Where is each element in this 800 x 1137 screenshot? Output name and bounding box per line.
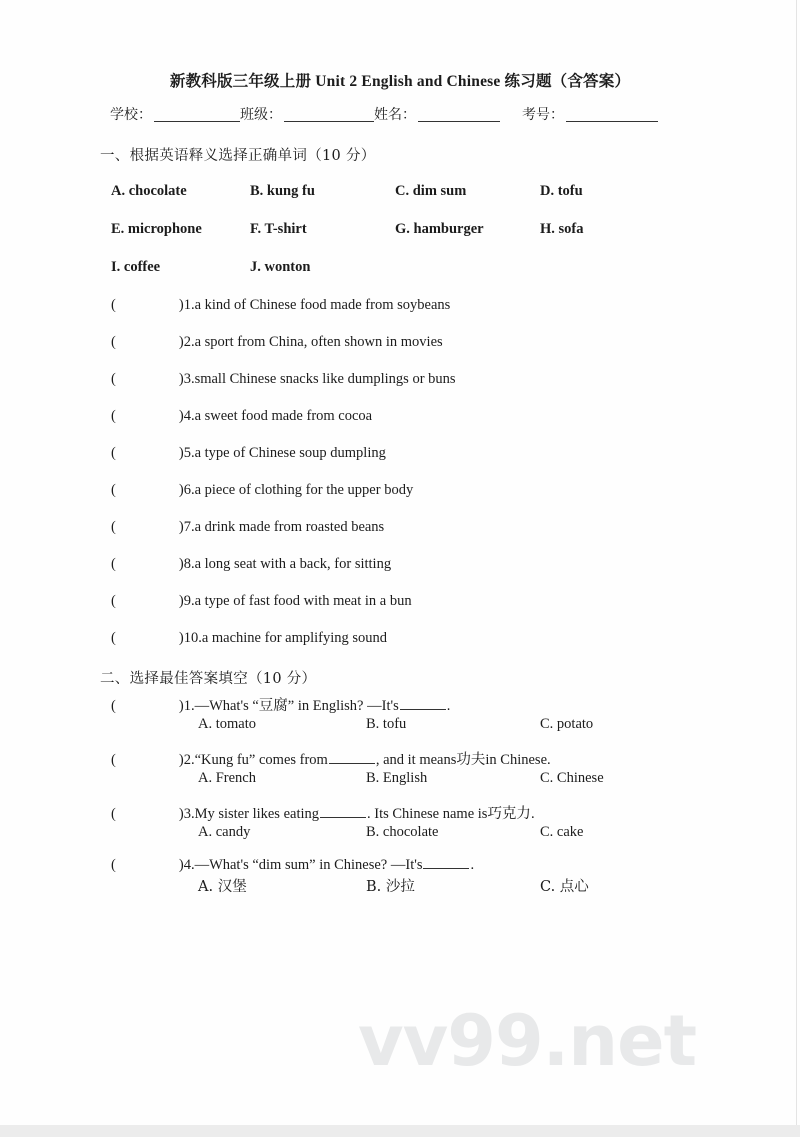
answer-paren-close: ) bbox=[178, 592, 184, 609]
answer-paren-close: ) bbox=[178, 555, 184, 572]
stem-part-three: . bbox=[470, 856, 475, 873]
question-stem bbox=[0, 856, 800, 874]
answer-paren-close: ) bbox=[178, 805, 184, 822]
answer-paren-open: ( bbox=[111, 444, 116, 461]
option-c[interactable]: C. 点心 bbox=[540, 878, 589, 895]
answer-paren-close: ) bbox=[178, 518, 184, 535]
list-item bbox=[0, 519, 800, 536]
field-exam-number-label: 考号： bbox=[522, 106, 564, 123]
answer-paren-open: ( bbox=[111, 555, 116, 572]
item-number: 1. bbox=[183, 296, 195, 313]
question-options bbox=[0, 875, 800, 896]
word-bank-option[interactable]: F. T-shirt bbox=[250, 220, 307, 237]
answer-paren-open: ( bbox=[111, 592, 116, 609]
field-name-label: 姓名： bbox=[374, 106, 416, 123]
option-a[interactable]: A. tomato bbox=[198, 715, 256, 732]
item-text: a sweet food made from cocoa bbox=[194, 407, 373, 424]
word-bank-option[interactable]: H. sofa bbox=[540, 220, 584, 237]
list-item bbox=[0, 482, 800, 499]
answer-paren-open: ( bbox=[111, 518, 116, 535]
item-text: a machine for amplifying sound bbox=[201, 629, 388, 646]
question-options bbox=[0, 716, 800, 733]
page-edge-bottom bbox=[0, 1125, 800, 1137]
answer-paren-close: ) bbox=[178, 481, 184, 498]
answer-paren-close: ) bbox=[178, 296, 184, 313]
stem-part-three: in Chinese. bbox=[485, 751, 551, 768]
item-text: a drink made from roasted beans bbox=[194, 518, 385, 535]
stem-chinese-term: 巧克力 bbox=[487, 805, 531, 822]
page-title bbox=[0, 0, 800, 92]
student-info-row bbox=[0, 92, 800, 124]
field-name-input[interactable] bbox=[418, 108, 500, 122]
word-bank-row bbox=[0, 183, 800, 200]
title-en: Unit 2 English and Chinese bbox=[315, 73, 501, 90]
question-stem bbox=[0, 748, 800, 769]
stem-part-three: . bbox=[530, 805, 535, 822]
list-item bbox=[0, 408, 800, 425]
option-b[interactable]: B. chocolate bbox=[366, 823, 439, 840]
item-number: 9. bbox=[183, 592, 195, 609]
item-text: a type of Chinese soup dumpling bbox=[194, 444, 386, 461]
question-item bbox=[0, 802, 800, 841]
field-name bbox=[374, 104, 500, 124]
answer-paren-open: ( bbox=[111, 629, 116, 646]
word-bank-row bbox=[0, 259, 800, 276]
option-a[interactable]: A. 汉堡 bbox=[198, 878, 247, 895]
word-bank-option[interactable]: I. coffee bbox=[111, 258, 161, 275]
field-class bbox=[240, 104, 374, 124]
answer-paren-close: ) bbox=[178, 444, 184, 461]
answer-paren-close: ) bbox=[178, 697, 184, 714]
field-exam-number-input[interactable] bbox=[566, 108, 658, 122]
field-class-label: 班级： bbox=[240, 106, 282, 123]
item-number: 7. bbox=[183, 518, 195, 535]
option-c[interactable]: C. cake bbox=[540, 823, 584, 840]
option-c[interactable]: C. potato bbox=[540, 715, 594, 732]
answer-paren-open: ( bbox=[111, 481, 116, 498]
item-text: a sport from China, often shown in movies bbox=[194, 333, 443, 350]
stem-part-two: , and it means bbox=[375, 751, 457, 768]
question-item bbox=[0, 856, 800, 896]
word-bank-option[interactable]: G. hamburger bbox=[395, 220, 484, 237]
question-number: 4. bbox=[183, 856, 195, 873]
question-stem bbox=[0, 694, 800, 715]
title-cn-suffix: 练习题（含答案） bbox=[504, 71, 631, 90]
item-number: 4. bbox=[183, 407, 195, 424]
word-bank-option[interactable]: D. tofu bbox=[540, 182, 583, 199]
answer-paren-close: ) bbox=[178, 856, 184, 873]
stem-part-one: —What's “dim sum” in Chinese? —It's bbox=[194, 856, 423, 873]
list-item bbox=[0, 334, 800, 351]
word-bank-option[interactable]: J. wonton bbox=[250, 258, 311, 275]
item-number: 10. bbox=[183, 629, 202, 646]
item-text: a long seat with a back, for sitting bbox=[194, 555, 392, 572]
answer-paren-close: ) bbox=[178, 333, 184, 350]
question-number: 1. bbox=[183, 697, 195, 714]
stem-part-one: —What's “ bbox=[194, 697, 259, 714]
option-a[interactable]: A. French bbox=[198, 769, 256, 786]
field-class-input[interactable] bbox=[284, 108, 374, 122]
answer-paren-open: ( bbox=[111, 296, 116, 313]
answer-paren-close: ) bbox=[178, 629, 184, 646]
title-cn-prefix: 新教科版三年级上册 bbox=[169, 71, 312, 90]
section-two-heading: 二、选择最佳答案填空（10 分） bbox=[100, 670, 317, 687]
answer-paren-open: ( bbox=[111, 751, 116, 768]
word-bank-option[interactable]: C. dim sum bbox=[395, 182, 467, 199]
item-text: a type of fast food with meat in a bun bbox=[194, 592, 412, 609]
item-number: 5. bbox=[183, 444, 195, 461]
question-stem bbox=[0, 802, 800, 823]
word-bank-option[interactable]: E. microphone bbox=[111, 220, 202, 237]
stem-answer-blank[interactable] bbox=[423, 856, 469, 869]
answer-paren-open: ( bbox=[111, 370, 116, 387]
stem-part-two: ” in English? —It's bbox=[287, 697, 399, 714]
list-item bbox=[0, 630, 800, 647]
list-item bbox=[0, 297, 800, 314]
answer-paren-open: ( bbox=[111, 856, 116, 873]
answer-paren-open: ( bbox=[111, 407, 116, 424]
definition-list bbox=[0, 297, 800, 647]
stem-part-one: “Kung fu” comes from bbox=[194, 751, 328, 768]
answer-paren-open: ( bbox=[111, 697, 116, 714]
word-bank-option[interactable]: A. chocolate bbox=[111, 182, 187, 199]
section-one-heading: 一、根据英语释义选择正确单词（10 分） bbox=[100, 147, 376, 164]
stem-answer-blank[interactable] bbox=[400, 697, 446, 710]
stem-part-three: . bbox=[446, 697, 451, 714]
stem-part-one: My sister likes eating bbox=[194, 805, 320, 822]
field-exam-number bbox=[522, 104, 658, 124]
item-number: 3. bbox=[183, 370, 195, 387]
field-school-input[interactable] bbox=[154, 108, 240, 122]
stem-answer-blank[interactable] bbox=[329, 751, 375, 764]
word-bank bbox=[0, 183, 800, 276]
watermark: vv99.net bbox=[358, 1000, 697, 1082]
option-b[interactable]: B. 沙拉 bbox=[366, 878, 415, 895]
option-a[interactable]: A. candy bbox=[198, 823, 251, 840]
stem-chinese-term: 豆腐 bbox=[258, 697, 288, 714]
list-item bbox=[0, 371, 800, 388]
answer-paren-close: ) bbox=[178, 407, 184, 424]
item-text: a piece of clothing for the upper body bbox=[194, 481, 414, 498]
stem-part-two: . Its Chinese name is bbox=[367, 805, 488, 822]
item-text: small Chinese snacks like dumplings or buns bbox=[194, 370, 456, 387]
question-item bbox=[0, 748, 800, 787]
item-number: 2. bbox=[183, 333, 195, 350]
list-item bbox=[0, 593, 800, 610]
list-item bbox=[0, 556, 800, 573]
item-text: a kind of Chinese food made from soybeans bbox=[194, 296, 451, 313]
question-item bbox=[0, 694, 800, 733]
stem-chinese-term: 功夫 bbox=[456, 751, 486, 768]
option-b[interactable]: B. English bbox=[366, 769, 428, 786]
stem-answer-blank[interactable] bbox=[320, 805, 366, 818]
field-school bbox=[110, 104, 240, 124]
answer-paren-close: ) bbox=[178, 751, 184, 768]
question-number: 3. bbox=[183, 805, 195, 822]
word-bank-option[interactable]: B. kung fu bbox=[250, 182, 315, 199]
answer-paren-open: ( bbox=[111, 333, 116, 350]
option-c[interactable]: C. Chinese bbox=[540, 769, 604, 786]
word-bank-row bbox=[0, 221, 800, 238]
question-options bbox=[0, 770, 800, 787]
field-school-label: 学校： bbox=[110, 106, 152, 123]
answer-paren-close: ) bbox=[178, 370, 184, 387]
multiple-choice-list bbox=[0, 694, 800, 896]
option-b[interactable]: B. tofu bbox=[366, 715, 407, 732]
item-number: 6. bbox=[183, 481, 195, 498]
item-number: 8. bbox=[183, 555, 195, 572]
question-number: 2. bbox=[183, 751, 195, 768]
list-item bbox=[0, 445, 800, 462]
answer-paren-open: ( bbox=[111, 805, 116, 822]
question-options bbox=[0, 824, 800, 841]
